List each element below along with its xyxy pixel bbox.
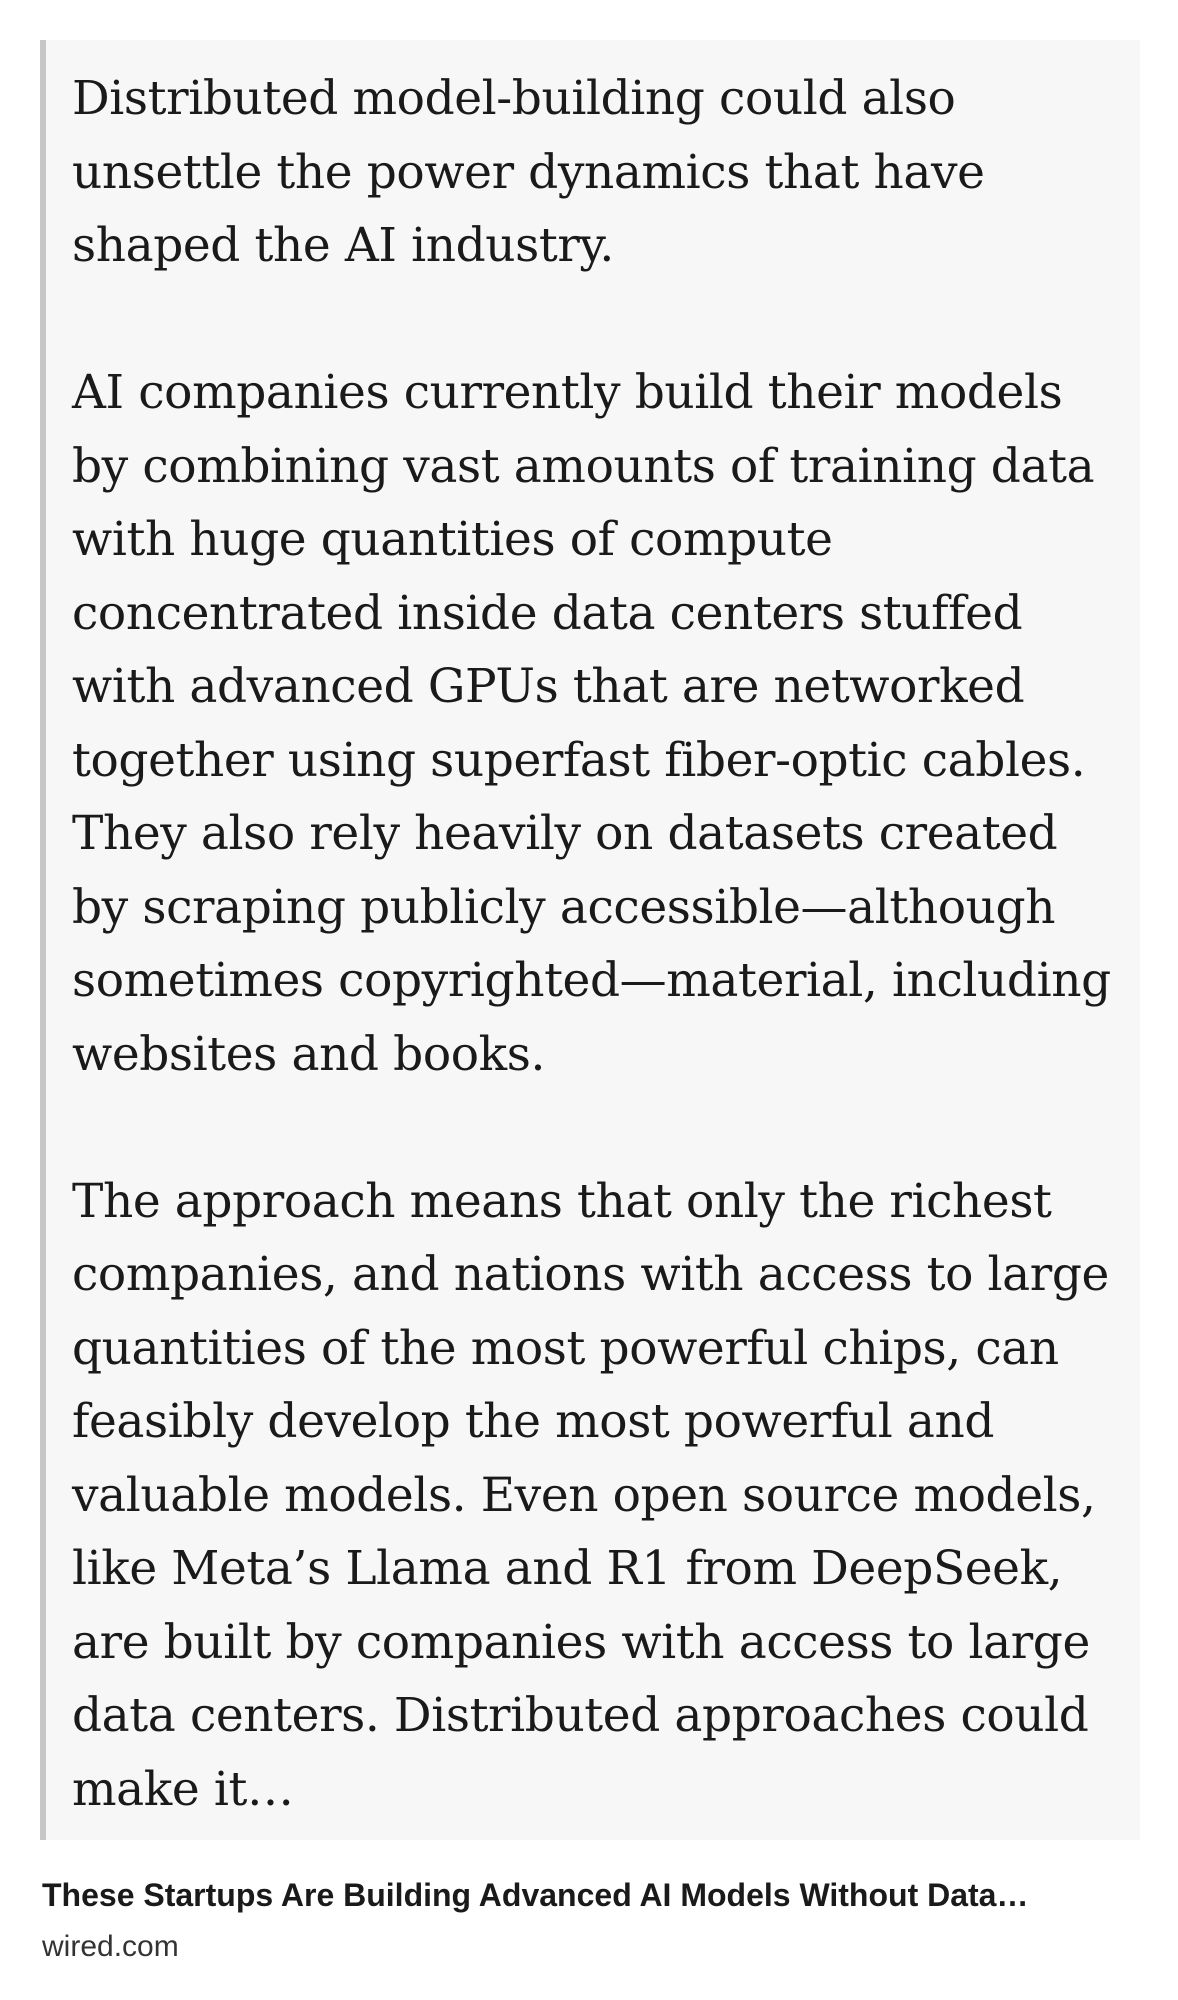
quote-paragraph-2: AI companies currently build their models by combining vast amounts of training data with huge quantities of compute concentrated inside data centers stuffed with advanced GPUs that are networked together using superfast fiber-optic cables. They also rely heavily on datasets created by scraping publicly accessible—although sometimes copyrighted—material, including websites and books. <box>72 365 1111 1082</box>
quote-paragraph-1: Distributed model-building could also unsettle the power dynamics that have shaped the AI industry. <box>72 71 985 273</box>
quote-paragraph-3: The approach means that only the richest companies, and nations with access to large quantities of the most powerful chips, can feasibly develop the most powerful and valuable models. Even open source models, like Meta’s Llama and R1 from DeepSeek, are built by companies with access to large data centers. Distributed approaches could make it… <box>72 1173 1109 1817</box>
quote-block[interactable] <box>40 40 1140 1840</box>
link-preview-domain[interactable]: wired.com <box>42 1930 179 1963</box>
link-preview-title[interactable]: These Startups Are Building Advanced AI Models Without Data… <box>42 1877 1029 1913</box>
